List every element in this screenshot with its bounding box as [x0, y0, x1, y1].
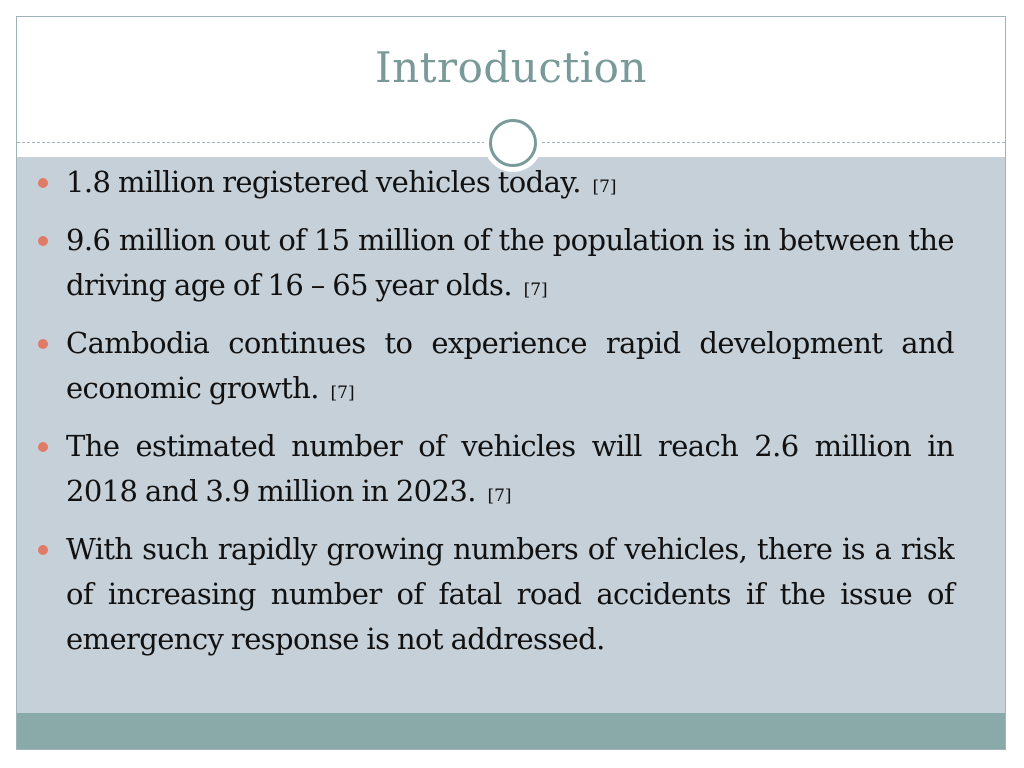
bullet-dot-icon — [38, 339, 48, 349]
bullet-dot-icon — [38, 545, 48, 555]
footer-bar — [17, 713, 1005, 749]
bullet-dot-icon — [38, 236, 48, 246]
bullet-item — [34, 160, 954, 210]
bullet-text: Cambodia continues to experience rapid development and economic growth. — [66, 326, 954, 405]
bullet-text: The estimated number of vehicles will reach 2.6 million in 2018 and 3.9 million in 2023. — [66, 429, 954, 508]
bullet-item — [34, 321, 954, 416]
bullet-text: 1.8 million registered vehicles today. — [66, 165, 581, 199]
bullet-list — [34, 160, 954, 675]
bullet-item — [34, 527, 954, 667]
citation: [7] — [523, 280, 548, 300]
bullet-dot-icon — [38, 178, 48, 188]
citation: [7] — [592, 177, 617, 197]
bullet-text: 9.6 million out of 15 million of the population is in between the driving age of 16 – 65 year olds. — [66, 223, 954, 302]
bullet-text: With such rapidly growing numbers of vehicles, there is a risk of increasing number of fatal road accidents if the issue of emergency response is not addressed. — [66, 532, 954, 656]
citation: [7] — [330, 383, 355, 403]
bullet-dot-icon — [38, 442, 48, 452]
bullet-item — [34, 424, 954, 519]
citation: [7] — [487, 486, 512, 506]
bullet-item — [34, 218, 954, 313]
slide-title: Introduction — [375, 43, 647, 92]
